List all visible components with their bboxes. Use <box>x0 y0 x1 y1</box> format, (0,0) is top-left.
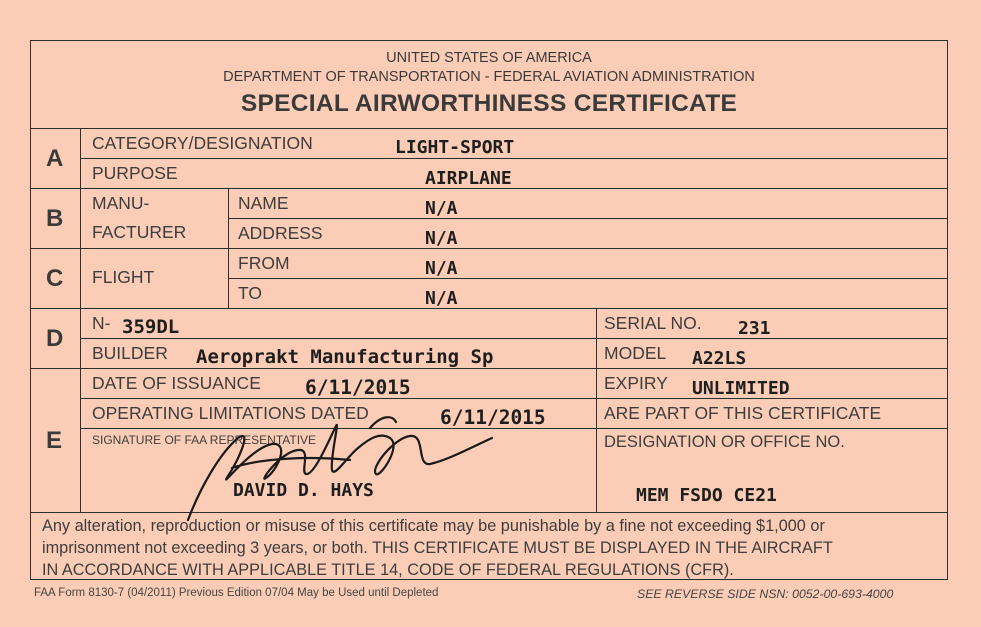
to-label: TO <box>238 283 262 303</box>
operating-limitations-value: 6/11/2015 <box>440 406 546 429</box>
rule-d-e <box>30 368 948 369</box>
section-letter-c: C <box>46 265 64 292</box>
expiry-label: EXPIRY <box>604 373 668 393</box>
issuance-value: 6/11/2015 <box>305 376 411 399</box>
model-label: MODEL <box>604 343 667 363</box>
part-of-certificate-text: ARE PART OF THIS CERTIFICATE <box>604 403 882 423</box>
serial-label: SERIAL NO. <box>604 313 702 333</box>
designation-label: DESIGNATION OR OFFICE NO. <box>604 433 845 451</box>
rule-c-mid <box>228 278 948 279</box>
rule-letter-column <box>80 128 81 512</box>
purpose-value: AIRPLANE <box>425 168 512 189</box>
registration-label: N- <box>92 313 111 333</box>
section-letter-b: B <box>46 205 64 232</box>
rule-under-header <box>30 128 948 129</box>
form-number: FAA Form 8130-7 (04/2011) Previous Edition 07/04 May be Used until Depleted <box>34 587 439 599</box>
rule-bc-split <box>228 188 229 308</box>
certificate-title: SPECIAL AIRWORTHINESS CERTIFICATE <box>240 90 738 117</box>
signature-label: SIGNATURE OF FAA REPRESENTATIVE <box>92 433 317 447</box>
name-label: NAME <box>238 193 289 213</box>
signature-scribble-icon <box>180 408 510 528</box>
from-label: FROM <box>238 253 290 273</box>
expiry-value: UNLIMITED <box>692 378 790 399</box>
rule-b-mid <box>228 218 948 219</box>
manufacturer-label-line1: MANU- <box>92 193 150 213</box>
issuance-label: DATE OF ISSUANCE <box>92 373 261 393</box>
header-country: UNITED STATES OF AMERICA <box>386 50 592 66</box>
notice-line-3: IN ACCORDANCE WITH APPLICABLE TITLE 14, CODE OF FEDERAL REGULATIONS (CFR). <box>42 561 734 579</box>
notice-line-2: imprisonment not exceeding 3 years, or both. THIS CERTIFICATE MUST BE DISPLAYED IN THE AIRCRAFT <box>42 539 833 557</box>
builder-value: Aeroprakt Manufacturing Sp <box>196 346 494 368</box>
rule-a-mid <box>80 158 948 159</box>
rule-e-1 <box>80 398 948 399</box>
builder-label: BUILDER <box>92 343 168 363</box>
operating-limitations-label: OPERATING LIMITATIONS DATED <box>92 403 369 423</box>
registration-value: 359DL <box>122 316 180 338</box>
section-letter-d: D <box>46 325 64 352</box>
serial-value: 231 <box>738 318 771 339</box>
rule-b-c <box>30 248 948 249</box>
section-letter-a: A <box>46 145 64 172</box>
header-department: DEPARTMENT OF TRANSPORTATION - FEDERAL AVIATION ADMINISTRATION <box>223 69 755 85</box>
category-value: LIGHT-SPORT <box>395 137 515 158</box>
to-value: N/A <box>425 288 458 309</box>
purpose-label: PURPOSE <box>92 163 178 183</box>
rule-d-mid <box>80 338 948 339</box>
reverse-side-note: SEE REVERSE SIDE NSN: 0052-00-693-4000 <box>637 587 894 601</box>
category-label: CATEGORY/DESIGNATION <box>92 133 313 153</box>
section-letter-e: E <box>46 427 63 454</box>
flight-label: FLIGHT <box>92 267 155 287</box>
representative-name: DAVID D. HAYS <box>233 480 374 501</box>
rule-c-d <box>30 308 948 309</box>
rule-de-split <box>596 308 597 512</box>
notice-line-1: Any alteration, reproduction or misuse of this certificate may be punishable by a fine not exceeding $1,000 or <box>42 517 825 535</box>
office-value: MEM FSDO CE21 <box>636 485 777 506</box>
model-value: A22LS <box>692 348 747 369</box>
name-value: N/A <box>425 198 458 219</box>
address-value: N/A <box>425 228 458 249</box>
address-label: ADDRESS <box>238 223 323 243</box>
manufacturer-label-line2: FACTURER <box>92 222 187 242</box>
from-value: N/A <box>425 258 458 279</box>
